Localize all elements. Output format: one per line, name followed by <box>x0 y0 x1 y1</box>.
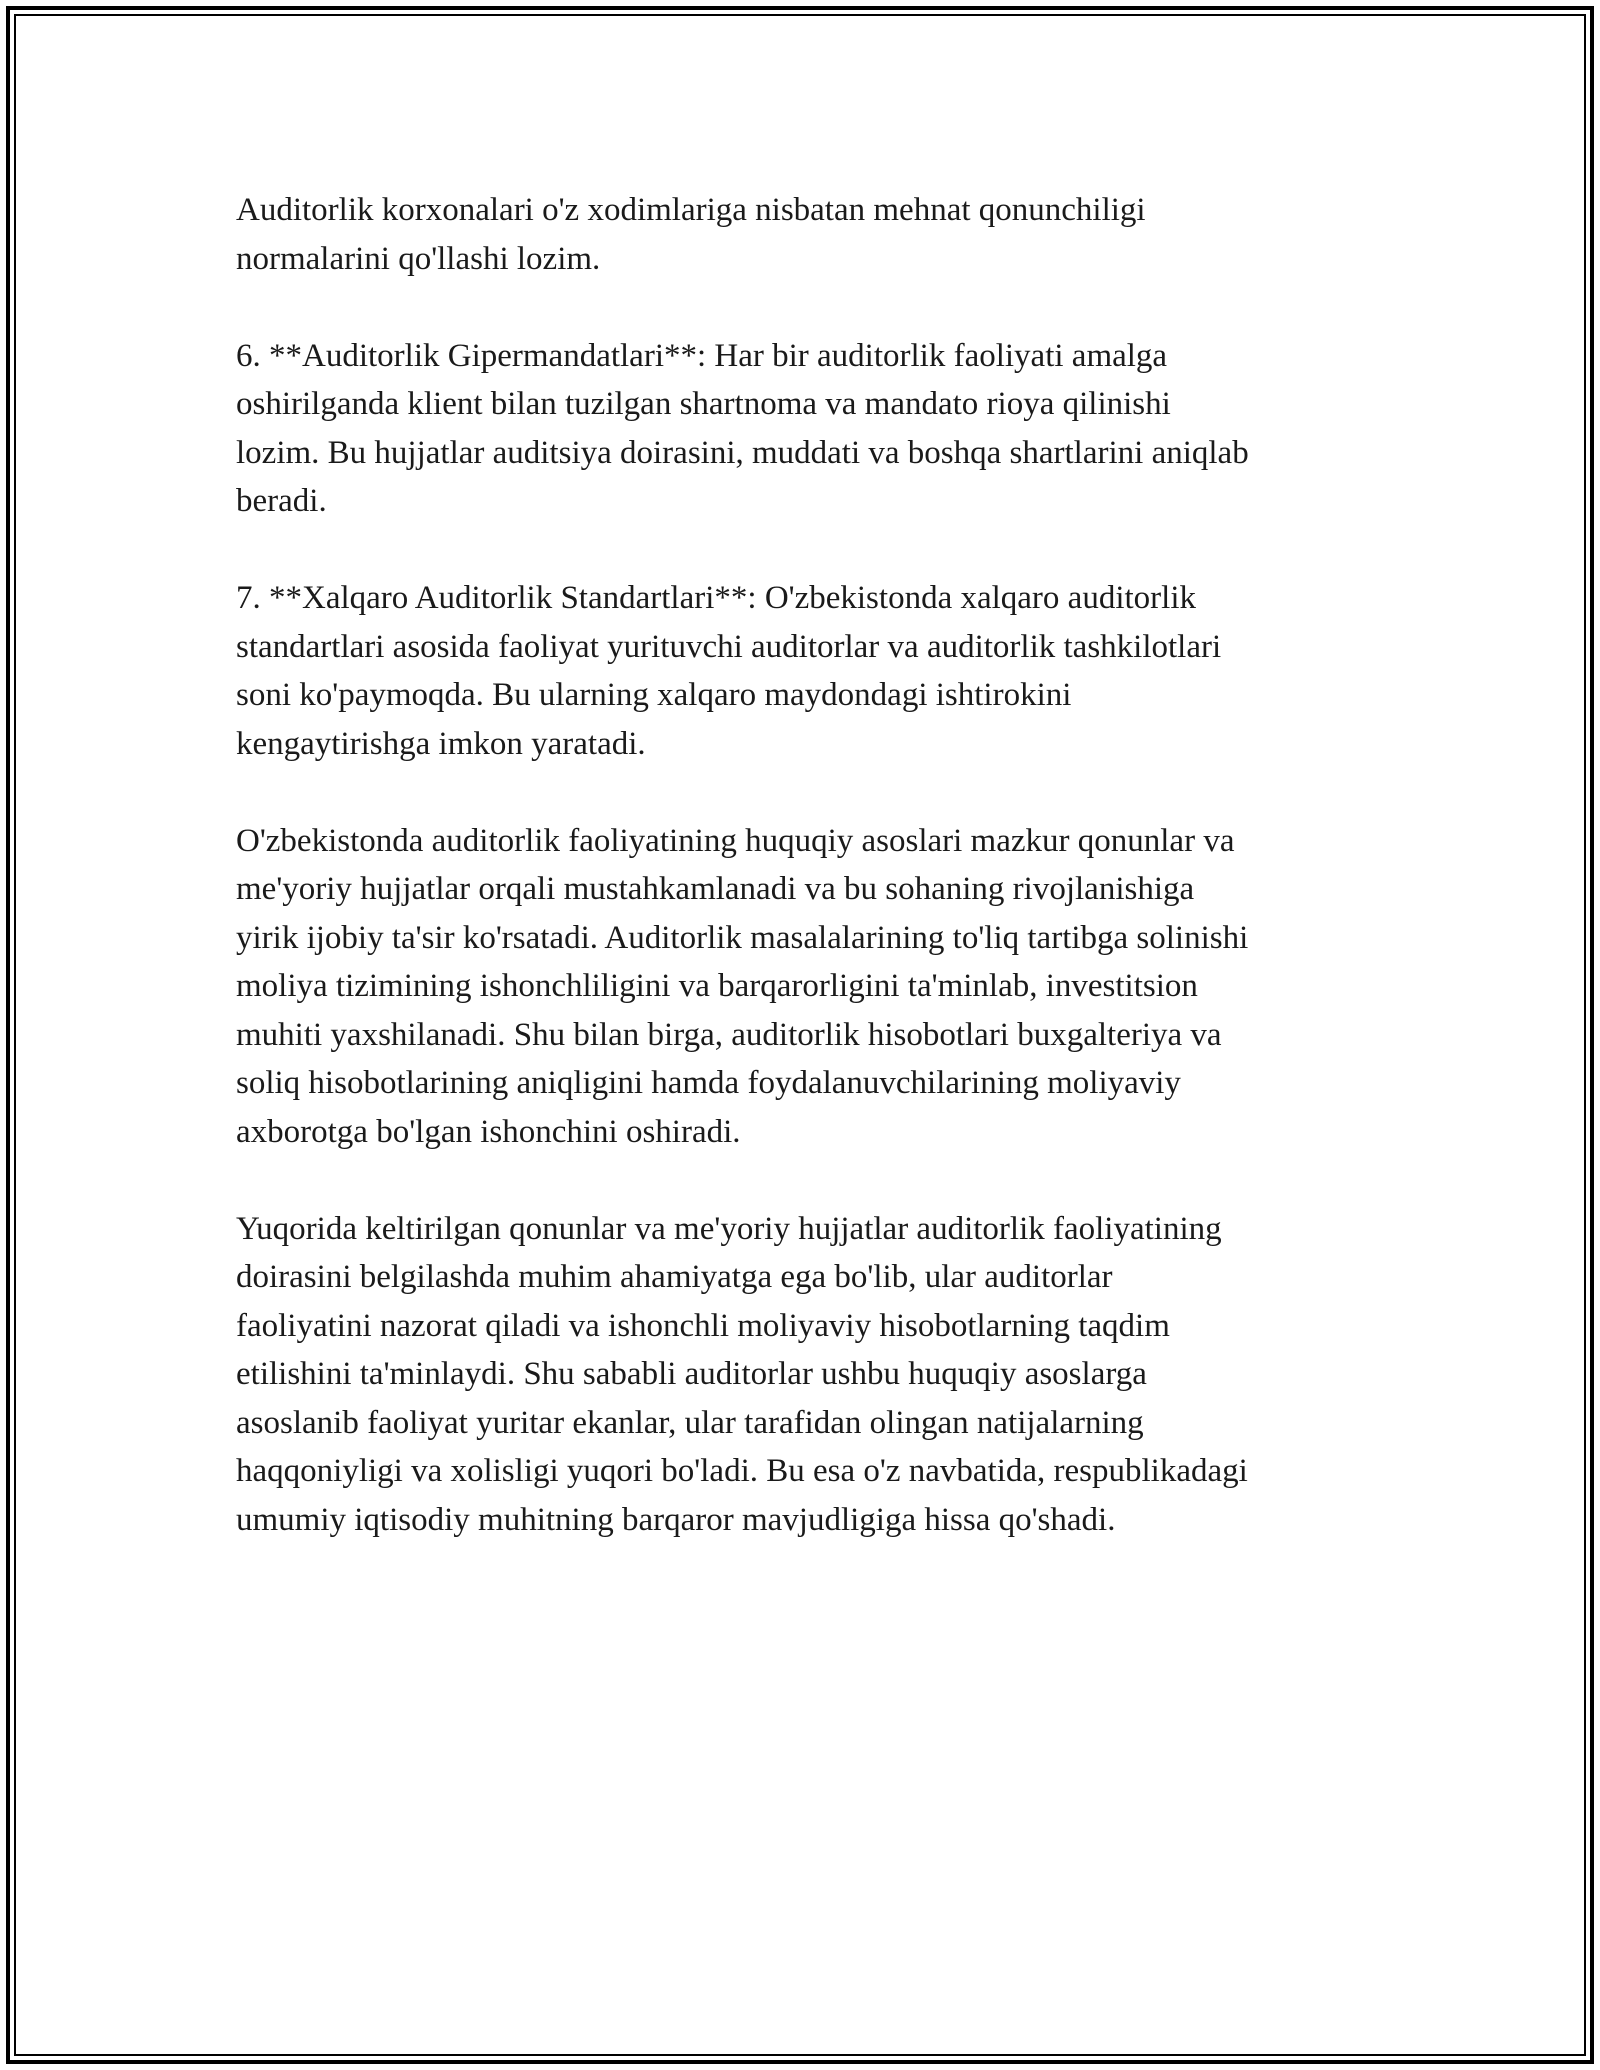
paragraph-audit-mandates: 6. **Auditorlik Gipermandatlari**: Har bir auditorlik faoliyati amalga oshirilganda klient bilan tuzilgan shartnoma va mandato rioya qilinishi lozim. Bu hujjatlar auditsiya doirasini, muddati va boshqa shartlarini aniqlab beradi. <box>236 337 1249 519</box>
paragraph-legal-foundations: O'zbekistonda auditorlik faoliyatining huquqiy asoslari mazkur qonunlar va me'yoriy hujjatlar orqali mustahkamlanadi va bu sohaning rivojlanishiga yirik ijobiy ta'sir ko'rsatadi. Auditorlik masalalarining to'liq tartibga solinishi moliya tizimining ishonchliligini va barqarorligini ta'minlab, investitsion muhiti yaxshilanadi. Shu bilan birga, auditorlik hisobotlari buxgalteriya va soliq hisobotlarining aniqligini hamda foydalanuvchilarining moliyaviy axborotga bo'lgan ishonchini oshiradi. <box>236 822 1249 1150</box>
paragraph-international-standards: 7. **Xalqaro Auditorlik Standartlari**: O'zbekistonda xalqaro auditorlik standartlari asosida faoliyat yurituvchi auditorlar va auditorlik tashkilotlari soni ko'paymoqda. Bu ularning xalqaro maydondagi ishtirokini kengaytirishga imkon yaratadi. <box>236 580 1222 762</box>
paragraph-conclusion: Yuqorida keltirilgan qonunlar va me'yoriy hujjatlar auditorlik faoliyatining doirasini belgilashda muhim ahamiyatga ega bo'lib, ular auditorlar faoliyatini nazorat qiladi va ishonchli moliyaviy hisobotlarning taqdim etilishini ta'minlaydi. Shu sababli auditorlar ushbu huquqiy asoslarga asoslanib faoliyat yuritar ekanlar, ular tarafidan olingan natijalarning haqqoniyligi va xolisligi yuqori bo'ladi. Bu esa o'z navbatida, respublikadagi umumiy iqtisodiy muhitning barqaror mavjudligiga hissa qo'shadi. <box>236 1210 1248 1538</box>
document-body <box>236 186 1386 1593</box>
paragraph-labor-law: Auditorlik korxonalari o'z xodimlariga nisbatan mehnat qonunchiligi normalarini qo'llashi lozim. <box>236 192 1146 277</box>
